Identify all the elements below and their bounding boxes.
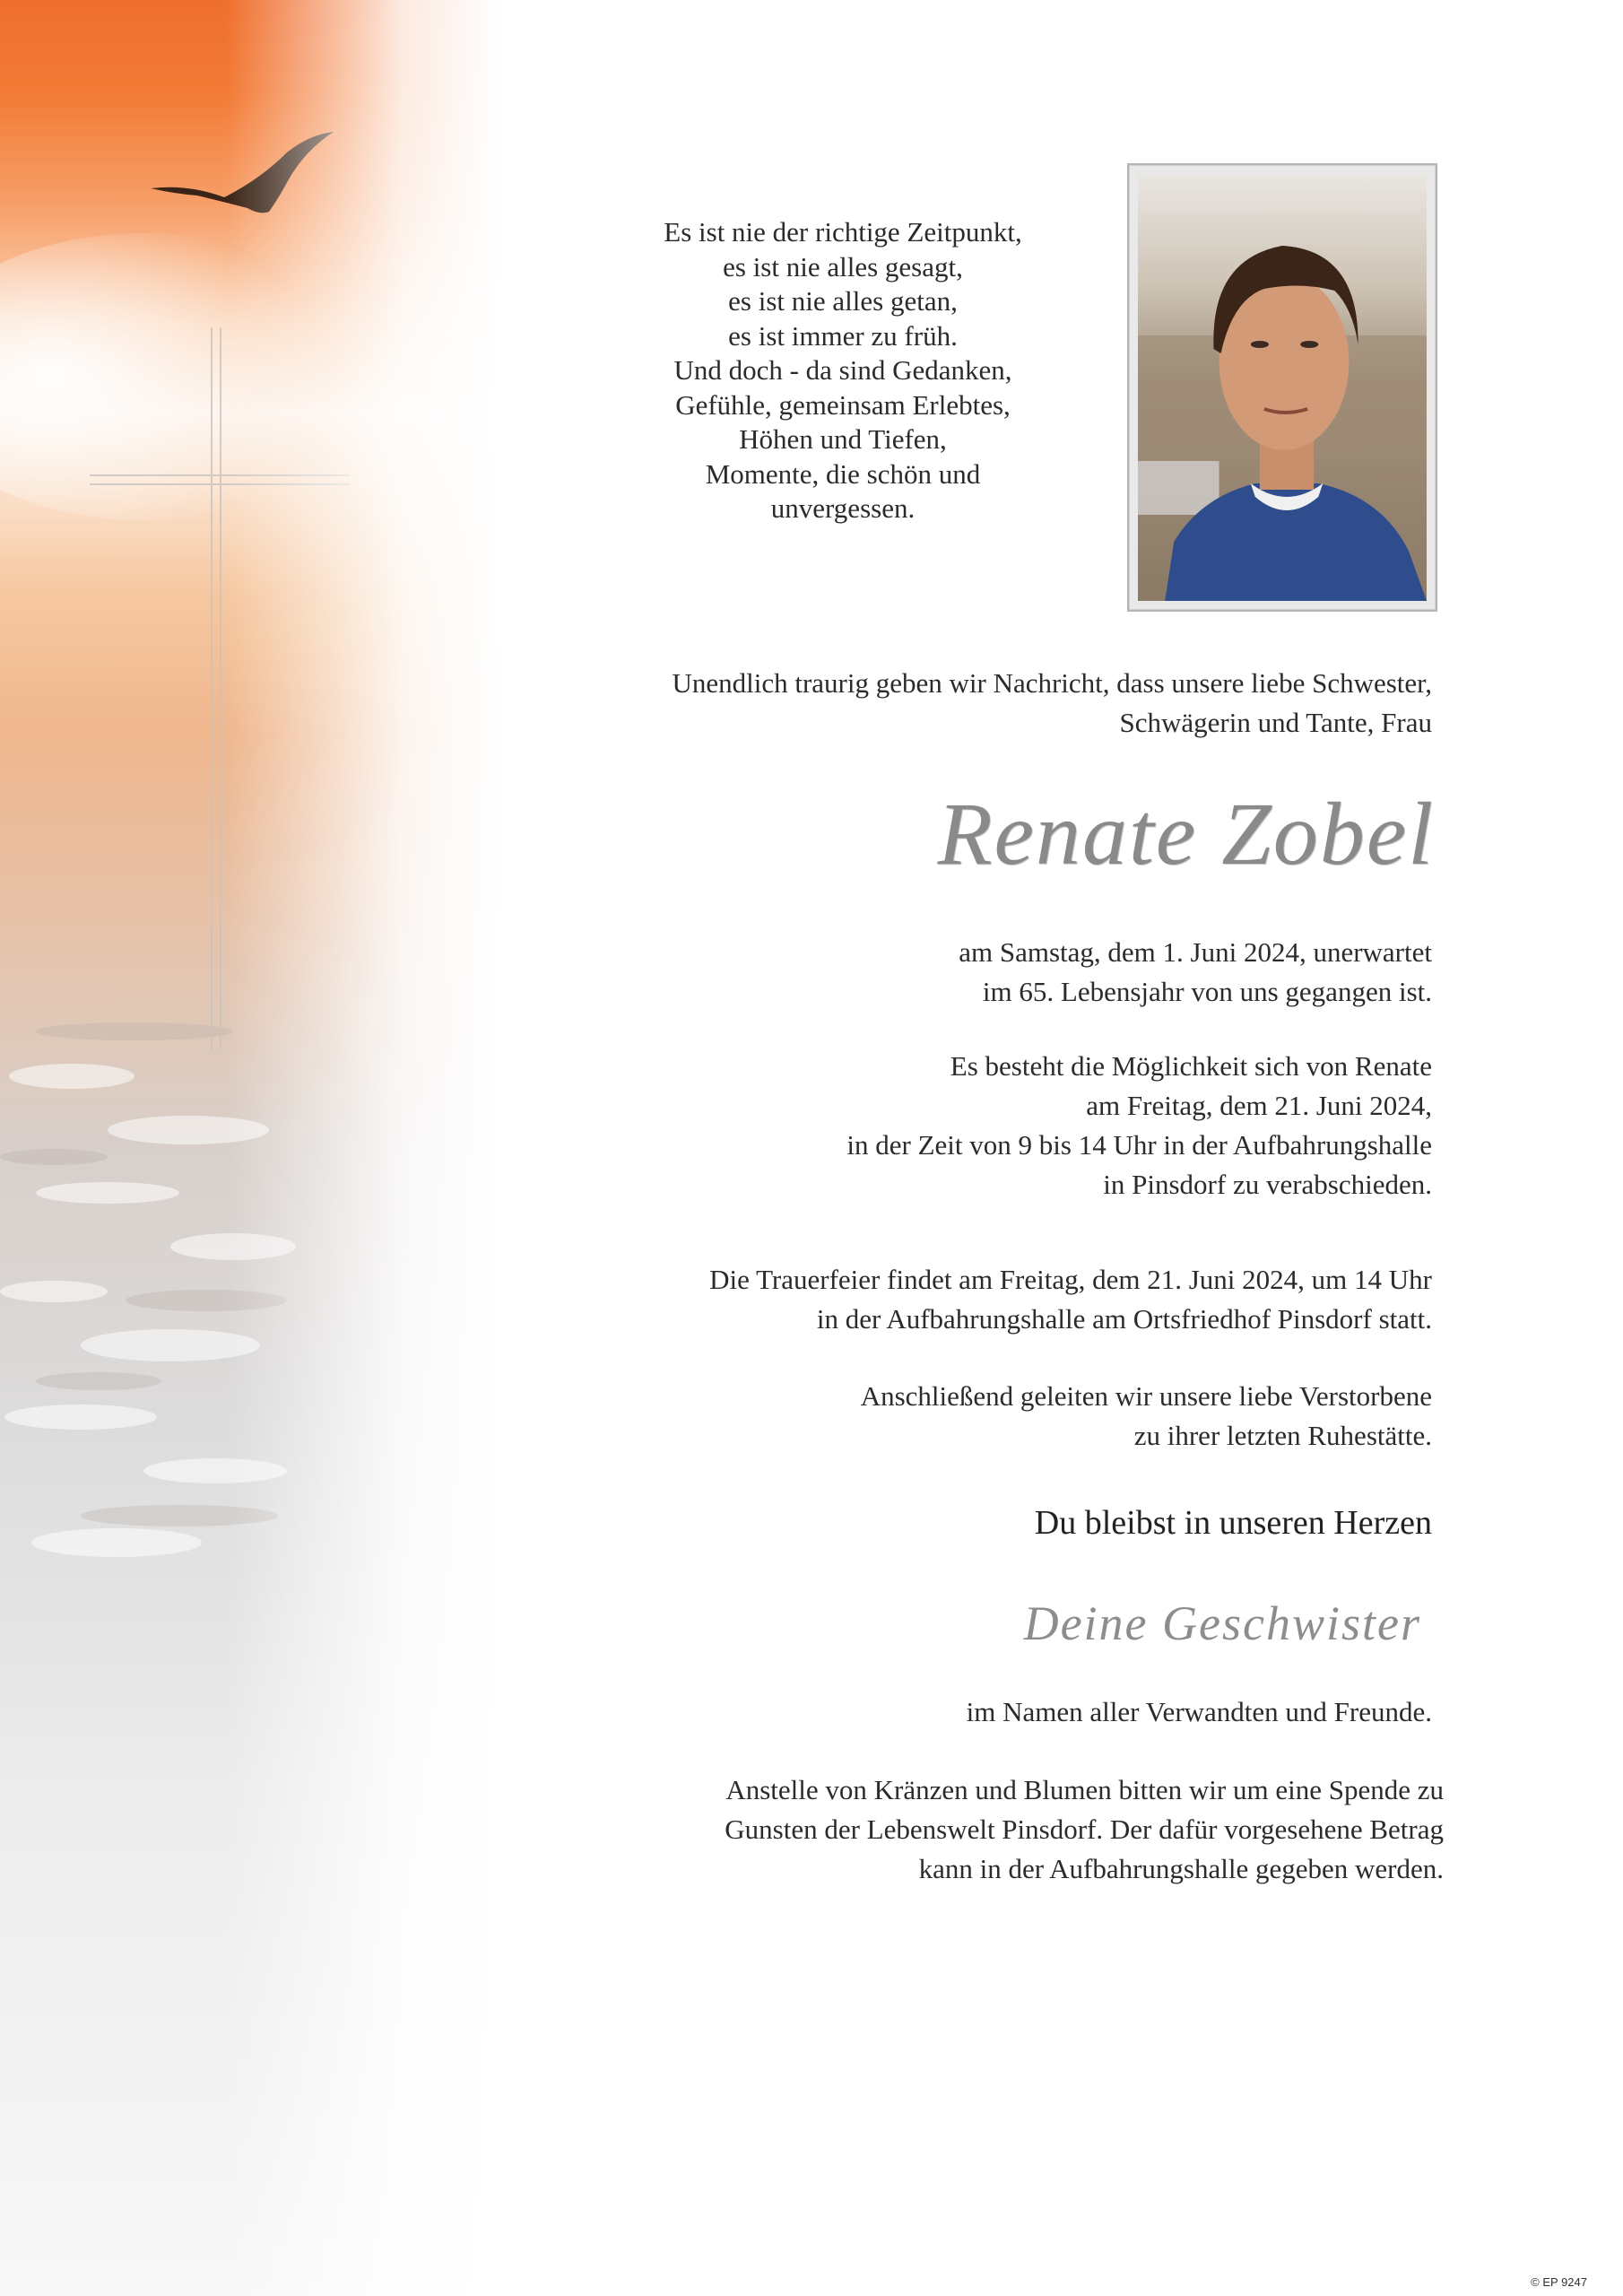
poem-line: Momente, die schön und — [705, 457, 981, 490]
relatives-line: im Namen aller Verwandten und Freunde. — [966, 1696, 1432, 1727]
poem-line: Es ist nie der richtige Zeitpunkt, — [664, 216, 1022, 248]
farewell-line: am Freitag, dem 21. Juni 2024, — [1086, 1090, 1432, 1121]
announcement — [672, 664, 1432, 743]
farewell-line: in Pinsdorf zu verabschieden. — [1103, 1169, 1432, 1200]
donation-note — [725, 1770, 1444, 1889]
farewell-line: Es besteht die Möglichkeit sich von Renate — [950, 1050, 1432, 1082]
death-notice-line: am Samstag, dem 1. Juni 2024, unerwartet — [959, 936, 1432, 968]
deceased-name: Renate Zobel — [937, 784, 1435, 883]
announcement-line: Schwägerin und Tante, Frau — [1119, 707, 1432, 738]
burial-info — [861, 1377, 1432, 1456]
death-notice-line: im 65. Lebensjahr von uns gegangen ist. — [982, 976, 1432, 1007]
closing-line: Du bleibst in unseren Herzen — [1034, 1504, 1432, 1542]
donation-line: Anstelle von Kränzen und Blumen bitten wir um eine Spende zu — [725, 1774, 1444, 1805]
poem-line: unvergessen. — [770, 492, 916, 524]
poem — [574, 215, 1112, 526]
farewell-info — [846, 1047, 1432, 1205]
ceremony-line: Die Trauerfeier findet am Freitag, dem 21. Juni 2024, um 14 Uhr — [709, 1264, 1432, 1295]
ceremony-line: in der Aufbahrungshalle am Ortsfriedhof Pinsdorf statt. — [816, 1303, 1432, 1335]
donation-line: Gunsten der Lebenswelt Pinsdorf. Der dafür vorgesehene Betrag — [725, 1813, 1444, 1845]
donation-line: kann in der Aufbahrungshalle gegeben werden. — [918, 1853, 1444, 1884]
burial-line: Anschließend geleiten wir unsere liebe Verstorbene — [860, 1380, 1432, 1412]
family-signature: Deine Geschwister — [1023, 1596, 1421, 1650]
poem-line: es ist nie alles getan, — [728, 285, 958, 317]
poem-line: Und doch - da sind Gedanken, — [673, 354, 1012, 386]
poem-line: Gefühle, gemeinsam Erlebtes, — [675, 388, 1011, 421]
print-code: © EP 9247 — [1531, 2275, 1587, 2289]
decorative-sunset-sea-image — [0, 0, 502, 2296]
farewell-line: in der Zeit von 9 bis 14 Uhr in der Aufbahrungshalle — [846, 1129, 1432, 1161]
poem-line: es ist immer zu früh. — [728, 319, 958, 352]
announcement-line: Unendlich traurig geben wir Nachricht, dass unsere liebe Schwester, — [672, 667, 1432, 699]
poem-line: es ist nie alles gesagt, — [723, 250, 963, 283]
burial-line: zu ihrer letzten Ruhestätte. — [1133, 1420, 1432, 1451]
ceremony-info — [709, 1260, 1432, 1339]
portrait-photo — [1127, 163, 1437, 612]
poem-line: Höhen und Tiefen, — [739, 423, 947, 455]
death-notice — [959, 933, 1432, 1012]
